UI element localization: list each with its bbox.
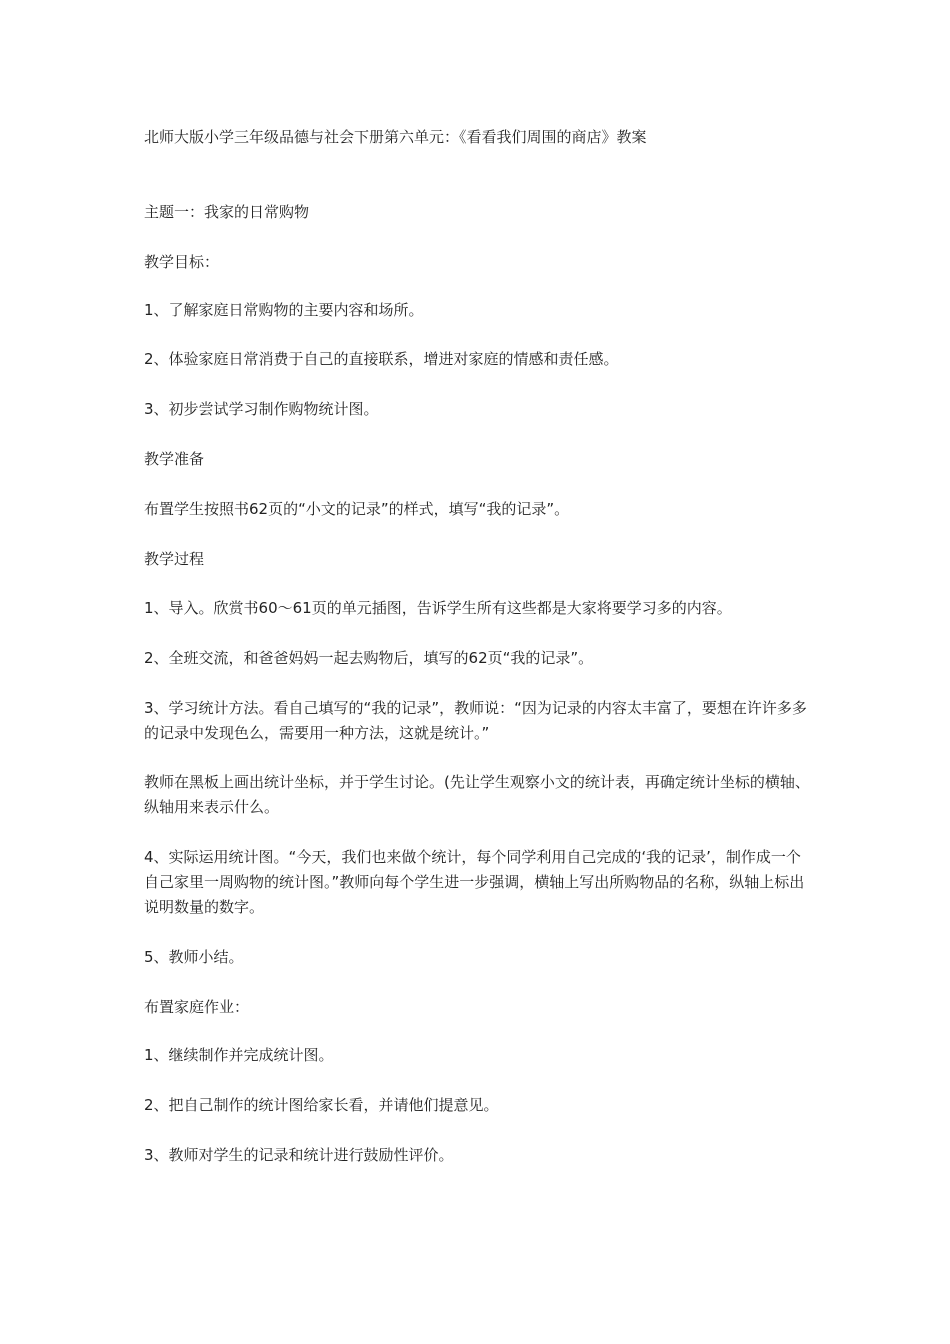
process-step-3: 3、学习统计方法。看自己填写的“我的记录”，教师说：“因为记录的内容太丰富了，要想在许许多多的记录中发现色么，需要用一种方法，这就是统计。” [144,699,807,742]
prep-text: 布置学生按照书62页的“小文的记录”的样式，填写“我的记录”。 [144,500,570,518]
goal-item-2: 2、体验家庭日常消费于自己的直接联系，增进对家庭的情感和责任感。 [144,350,619,368]
process-step-5: 5、教师小结。 [144,948,244,966]
document-title: 北师大版小学三年级品德与社会下册第六单元：《看看我们周围的商店》教案 [144,128,647,146]
process-step-4: 4、实际运用统计图。“今天，我们也来做个统计，每个同学利用自己完成的‘我的记录’，制作成一个自己家里一周购物的统计图。”教师向每个学生进一步强调，横轴上写出所购物品的名称，纵轴上标出说明数量的数字。 [144,848,805,916]
homework-heading: 布置家庭作业： [144,998,250,1016]
topic-heading: 主题一：我家的日常购物 [144,203,310,221]
goal-item-3: 3、初步尝试学习制作购物统计图。 [144,400,379,418]
homework-item-3: 3、教师对学生的记录和统计进行鼓励性评价。 [144,1146,454,1164]
prep-heading: 教学准备 [144,450,205,468]
process-step-1: 1、导入。欣赏书60～61页的单元插图，告诉学生所有这些都是大家将要学习多的内容。 [144,599,732,617]
goal-item-1: 1、了解家庭日常购物的主要内容和场所。 [144,301,424,319]
process-step-2: 2、全班交流，和爸爸妈妈一起去购物后，填写的62页“我的记录”。 [144,649,594,667]
homework-item-2: 2、把自己制作的统计图给家长看，并请他们提意见。 [144,1096,499,1114]
process-heading: 教学过程 [144,550,205,568]
homework-item-1: 1、继续制作并完成统计图。 [144,1046,334,1064]
process-note: 教师在黑板上画出统计坐标，并于学生讨论。(先让学生观察小文的统计表，再确定统计坐标的横轴、纵轴用来表示什么。 [144,773,810,816]
goals-heading: 教学目标： [144,253,220,271]
